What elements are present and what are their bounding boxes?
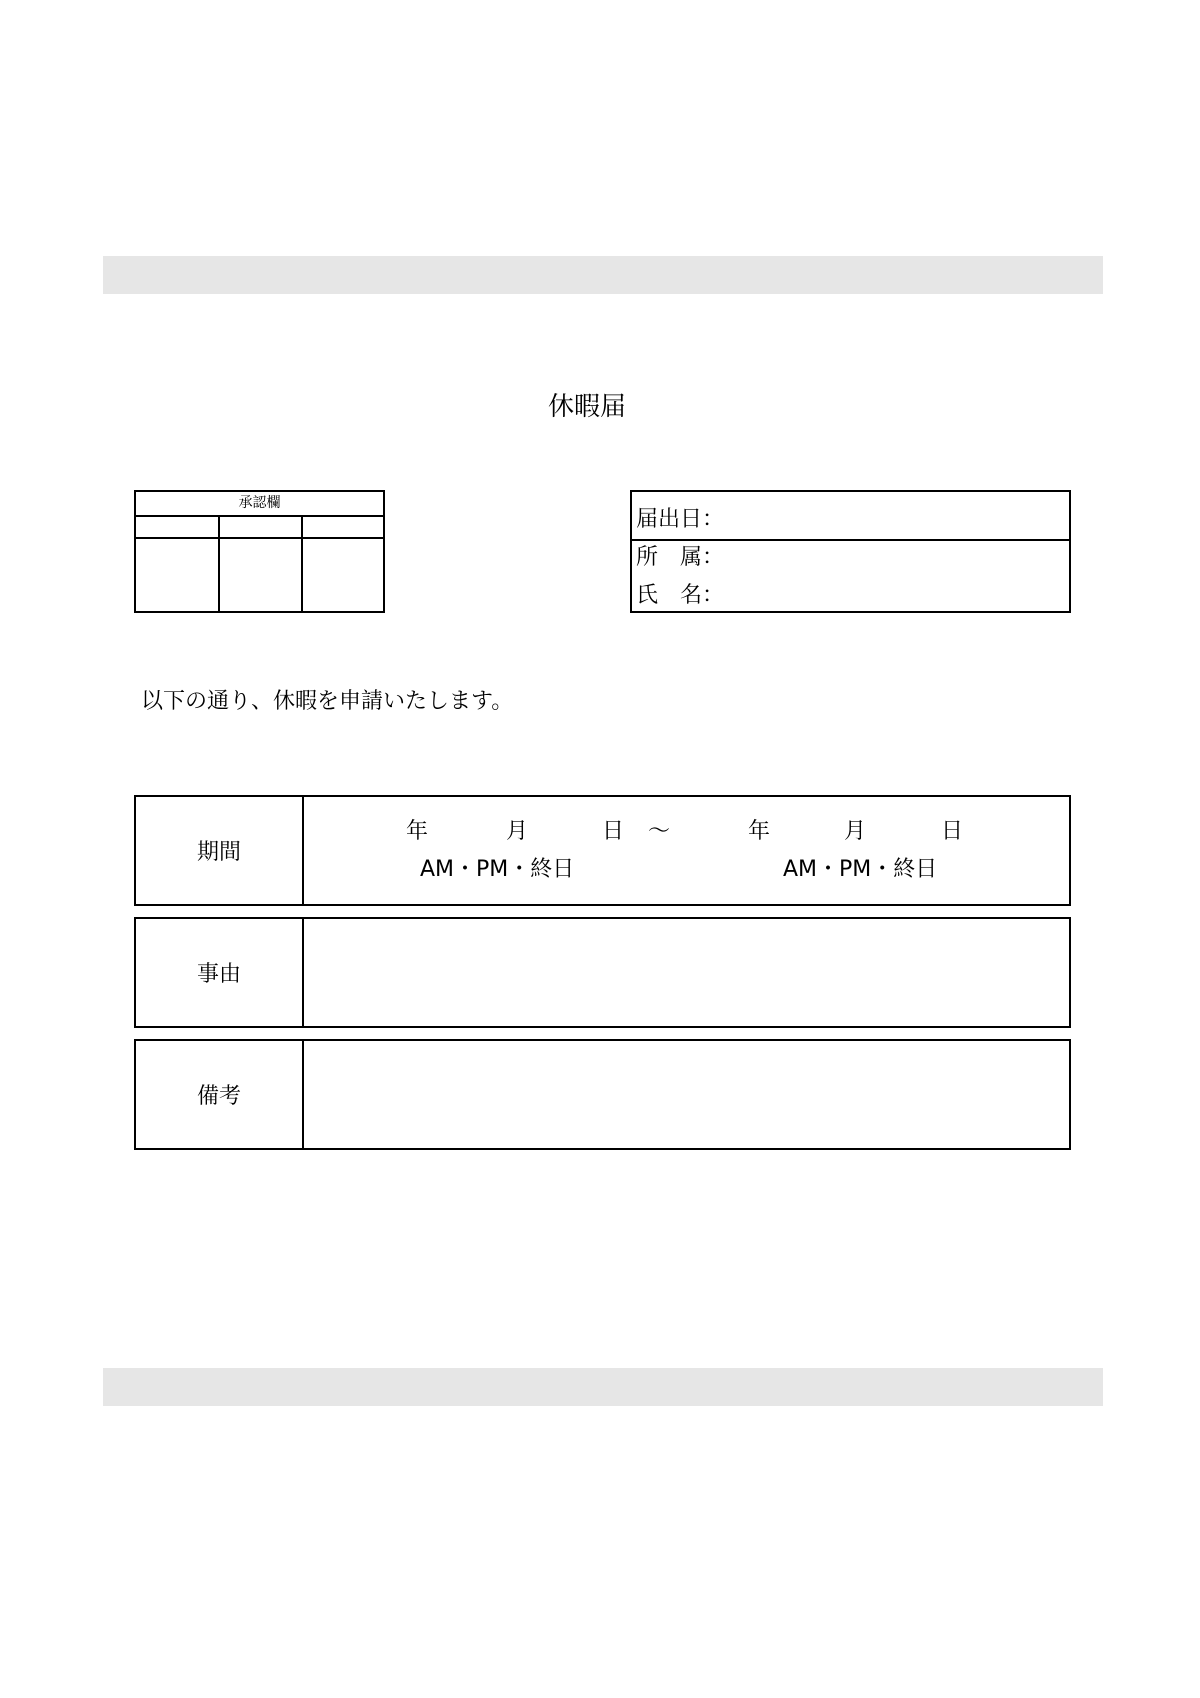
applicant-info-box	[630, 490, 1071, 613]
reason-label: 事由	[196, 962, 241, 987]
intro-text: 以下の通り、休暇を申請いたします。	[141, 689, 514, 714]
end-day-label: 日	[941, 819, 964, 844]
department-label: 所 属：	[636, 545, 725, 570]
row-divider	[302, 797, 304, 904]
document-title: 休暇届	[547, 392, 626, 422]
row-divider	[302, 919, 304, 1026]
end-month-label: 月	[844, 819, 867, 844]
start-day-label: 日	[602, 819, 625, 844]
row-divider	[302, 1041, 304, 1148]
approval-header: 承認欄	[136, 492, 383, 517]
start-year-label: 年	[406, 819, 429, 844]
name-label: 氏 名：	[636, 583, 725, 608]
start-month-label: 月	[506, 819, 529, 844]
approval-name-row	[136, 515, 383, 539]
approval-box	[134, 490, 385, 613]
submit-date-label: 届出日：	[636, 507, 725, 532]
remarks-row	[134, 1039, 1071, 1150]
end-ampm-options: AM・PM・終日	[783, 857, 938, 882]
period-label: 期間	[196, 840, 241, 865]
header-band	[103, 256, 1103, 294]
reason-row	[134, 917, 1071, 1028]
approval-divider	[218, 515, 220, 611]
footer-band	[103, 1368, 1103, 1406]
period-row	[134, 795, 1071, 906]
end-year-label: 年	[748, 819, 771, 844]
start-ampm-options: AM・PM・終日	[420, 857, 575, 882]
remarks-label: 備考	[196, 1084, 241, 1109]
range-separator: ～	[648, 819, 671, 844]
approval-divider	[301, 515, 303, 611]
